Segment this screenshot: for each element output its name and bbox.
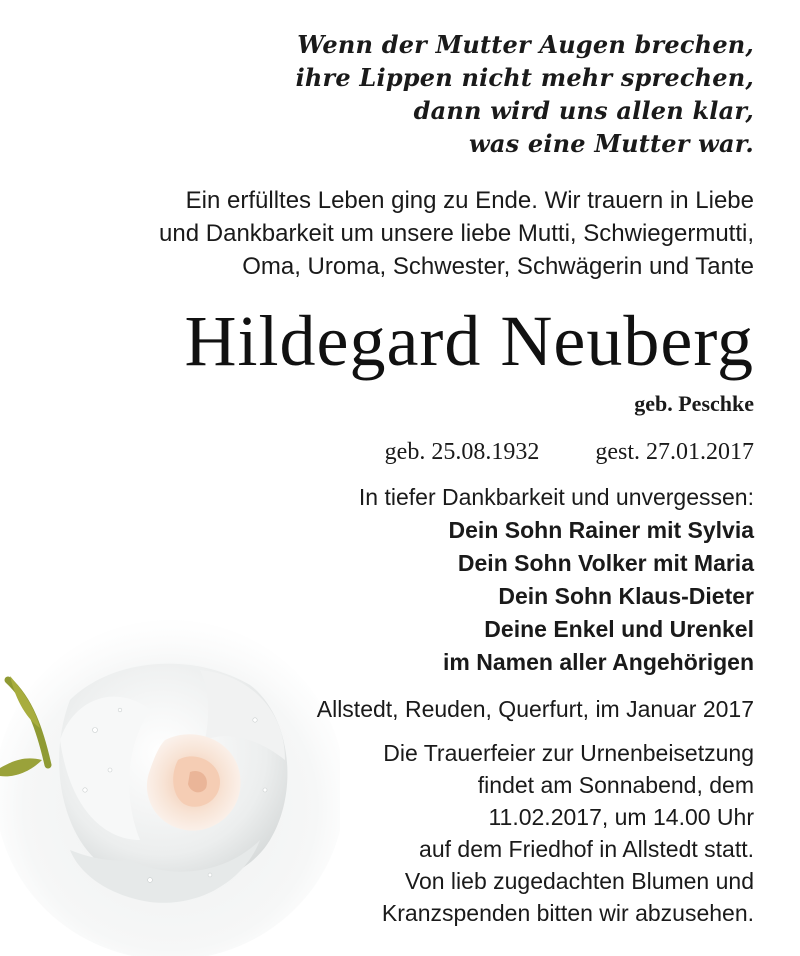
place-and-date: Allstedt, Reuden, Querfurt, im Januar 2017 [316,696,754,722]
ceremony-info [382,737,754,929]
deceased-name: Hildegard Neuberg [184,301,754,381]
poem [296,28,754,160]
intro-line: Oma, Uroma, Schwester, Schwägerin und Tante [242,253,754,280]
white-rose-icon [0,590,340,956]
ceremony-line: 11.02.2017, um 14.00 Uhr [488,804,754,830]
death-date: gest. 27.01.2017 [595,439,754,465]
birth-date: geb. 25.08.1932 [384,439,540,465]
life-dates [385,436,754,468]
mourner-line: Dein Sohn Rainer mit Sylvia [448,517,754,543]
mourners-block [359,481,754,679]
mourner-line: im Namen aller Angehörigen [443,649,754,675]
poem-line: dann wird uns allen klar, [413,96,754,125]
mourners-lead: In tiefer Dankbarkeit und unvergessen: [358,484,754,510]
poem-line: Wenn der Mutter Augen brechen, [297,30,754,59]
ceremony-line: Von lieb zugedachten Blumen und [404,868,754,894]
mourner-line: Deine Enkel und Urenkel [484,616,754,642]
mourner-line: Dein Sohn Klaus-Dieter [498,583,754,609]
ceremony-line: auf dem Friedhof in Allstedt statt. [419,836,754,862]
poem-line: was eine Mutter war. [468,129,754,158]
intro-text [159,184,754,283]
poem-line: ihre Lippen nicht mehr sprechen, [295,63,754,92]
birth-name: geb. Peschke [634,391,754,416]
ceremony-line: findet am Sonnabend, dem [477,772,754,798]
ceremony-line: Kranzspenden bitten wir abzusehen. [381,900,754,926]
ceremony-line: Die Trauerfeier zur Urnenbeisetzung [383,740,754,766]
mourner-line: Dein Sohn Volker mit Maria [457,550,754,576]
intro-line: Ein erfülltes Leben ging zu Ende. Wir trauern in Liebe [185,187,754,214]
intro-line: und Dankbarkeit um unsere liebe Mutti, Schwiegermutti, [159,220,754,247]
